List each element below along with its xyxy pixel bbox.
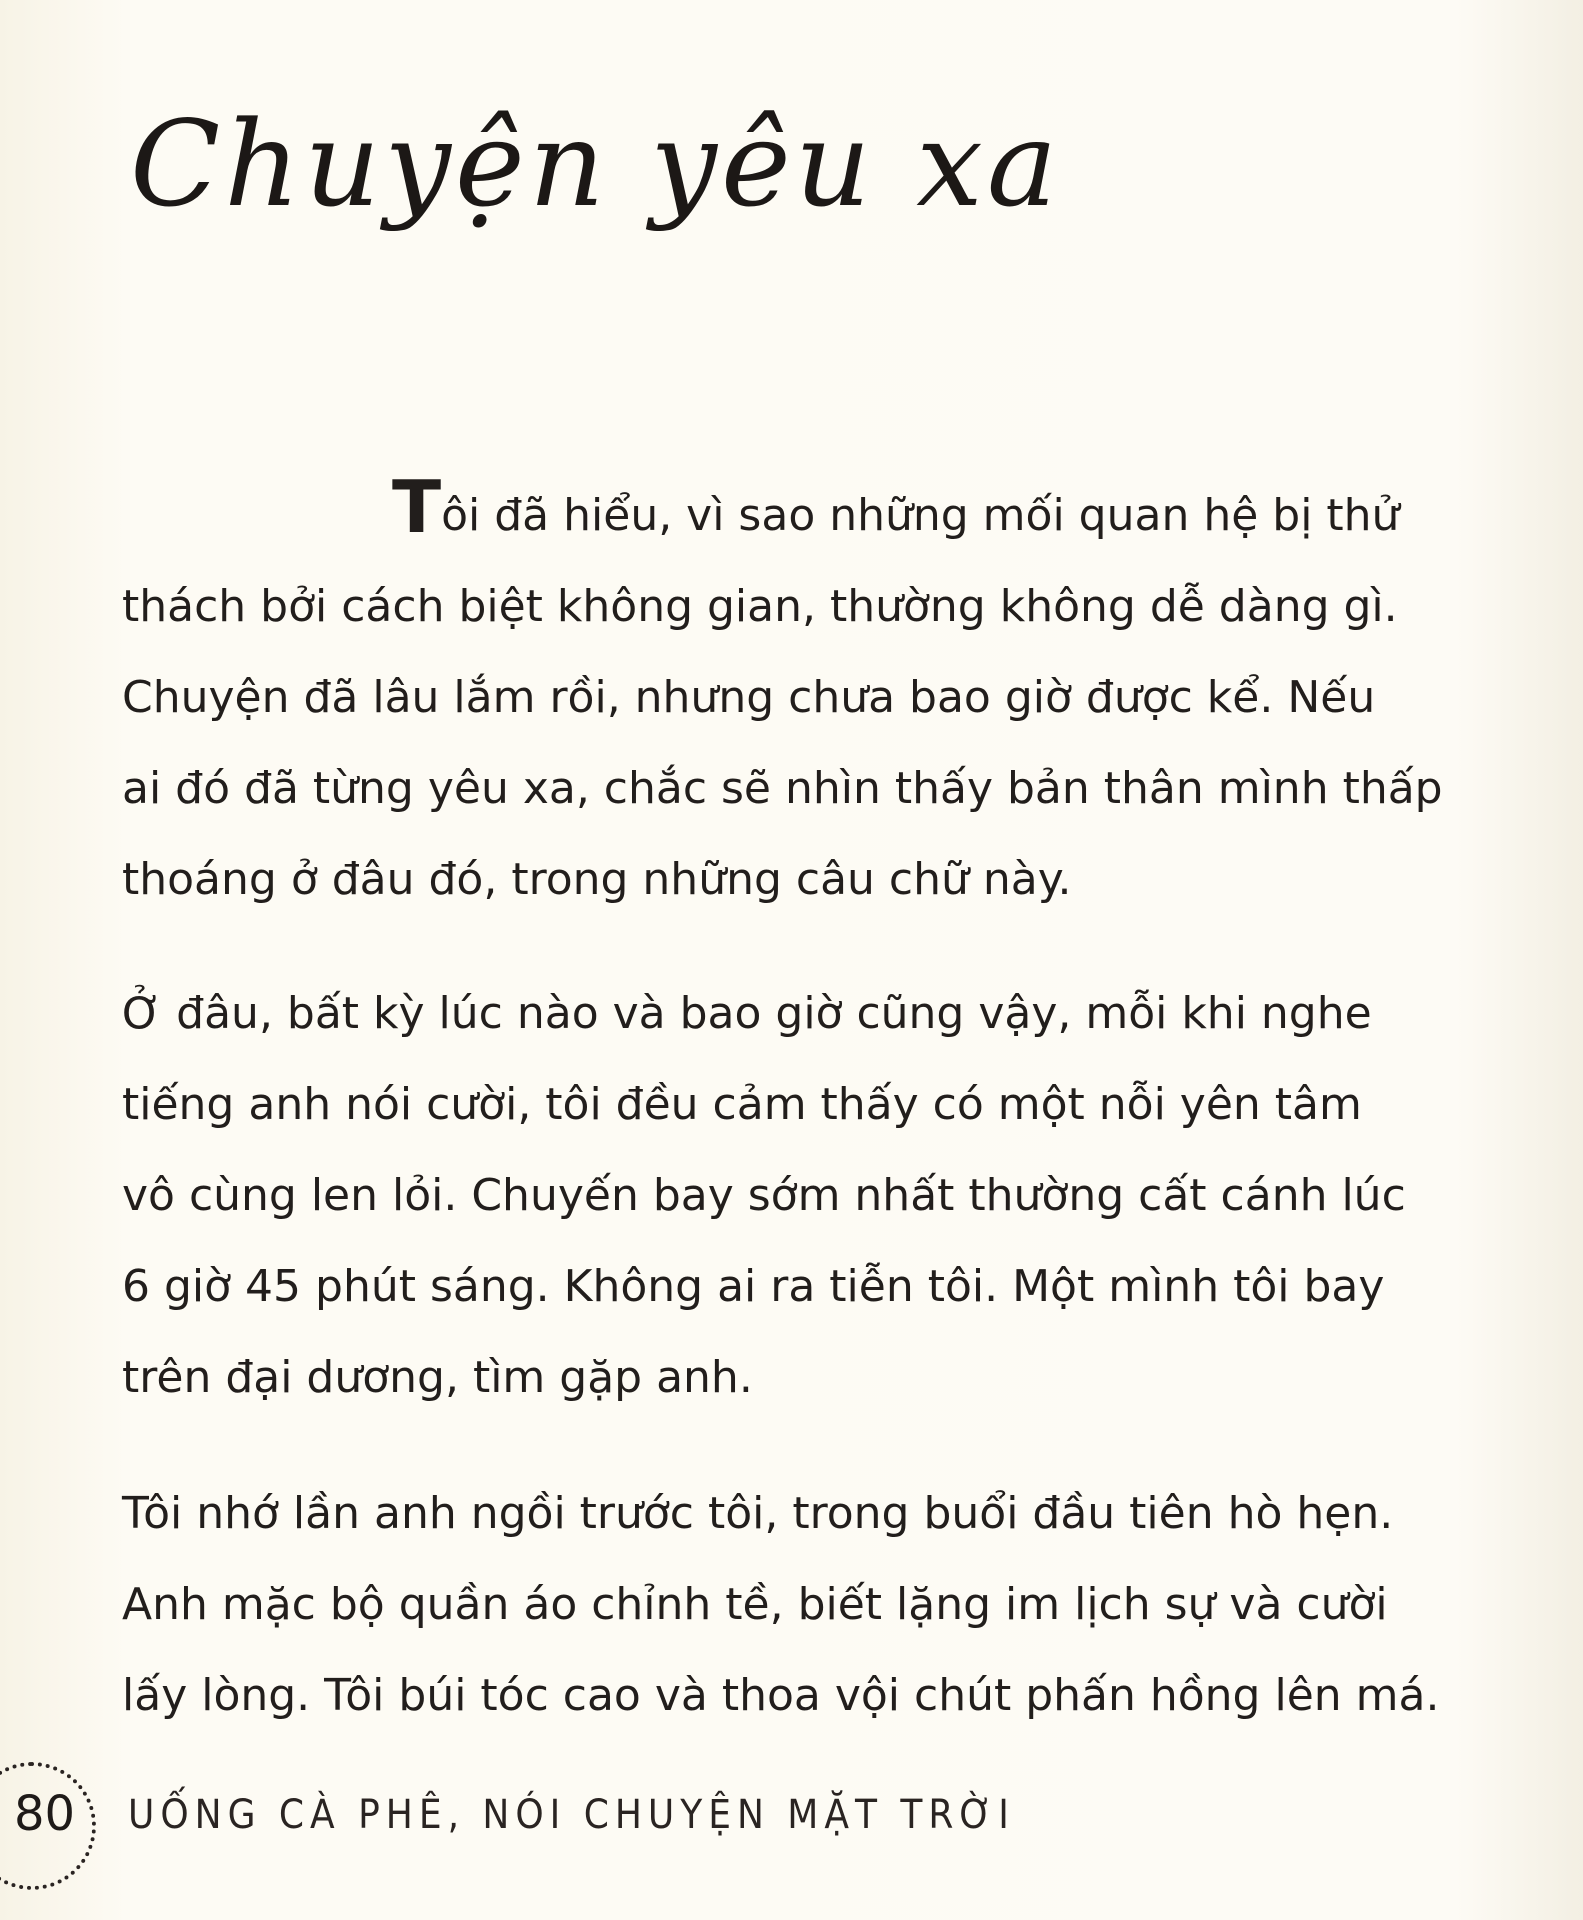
drop-cap: T: [392, 465, 442, 549]
text-line: Chuyện đã lâu lắm rồi, nhưng chưa bao giờ được kể. Nếu: [122, 672, 1376, 723]
page-number: 80: [14, 1786, 76, 1842]
page-footer: [0, 1762, 1583, 1862]
chapter-title: Chuyện yêu xa: [130, 95, 1062, 233]
paragraph-1: [122, 465, 1512, 925]
running-title: UỐNG CÀ PHÊ, NÓI CHUYỆN MẶT TRỜI: [128, 1792, 1015, 1838]
text-line: Ở đâu, bất kỳ lúc nào và bao giờ cũng vậy, mỗi khi nghe: [122, 988, 1372, 1039]
text-line: Tôi nhớ lần anh ngồi trước tôi, trong buổi đầu tiên hò hẹn.: [122, 1488, 1394, 1539]
paragraph-1-first-line: [122, 465, 1512, 561]
text-line: thách bởi cách biệt không gian, thường không dễ dàng gì.: [122, 581, 1398, 632]
text-line: tiếng anh nói cười, tôi đều cảm thấy có một nỗi yên tâm: [122, 1079, 1362, 1130]
text-line: lấy lòng. Tôi búi tóc cao và thoa vội chút phấn hồng lên má.: [122, 1670, 1440, 1721]
first-line-text: ôi đã hiểu, vì sao những mối quan hệ bị thử: [441, 490, 1400, 541]
text-line: thoáng ở đâu đó, trong những câu chữ này.: [122, 854, 1072, 905]
text-line: trên đại dương, tìm gặp anh.: [122, 1352, 753, 1403]
text-line: Anh mặc bộ quần áo chỉnh tề, biết lặng im lịch sự và cười: [122, 1579, 1388, 1630]
paragraph-2: [122, 968, 1512, 1423]
text-line: 6 giờ 45 phút sáng. Không ai ra tiễn tôi. Một mình tôi bay: [122, 1261, 1385, 1312]
text-line: vô cùng len lỏi. Chuyến bay sớm nhất thường cất cánh lúc: [122, 1170, 1406, 1221]
text-line: ai đó đã từng yêu xa, chắc sẽ nhìn thấy bản thân mình thấp: [122, 763, 1443, 814]
paragraph-3: [122, 1468, 1512, 1741]
